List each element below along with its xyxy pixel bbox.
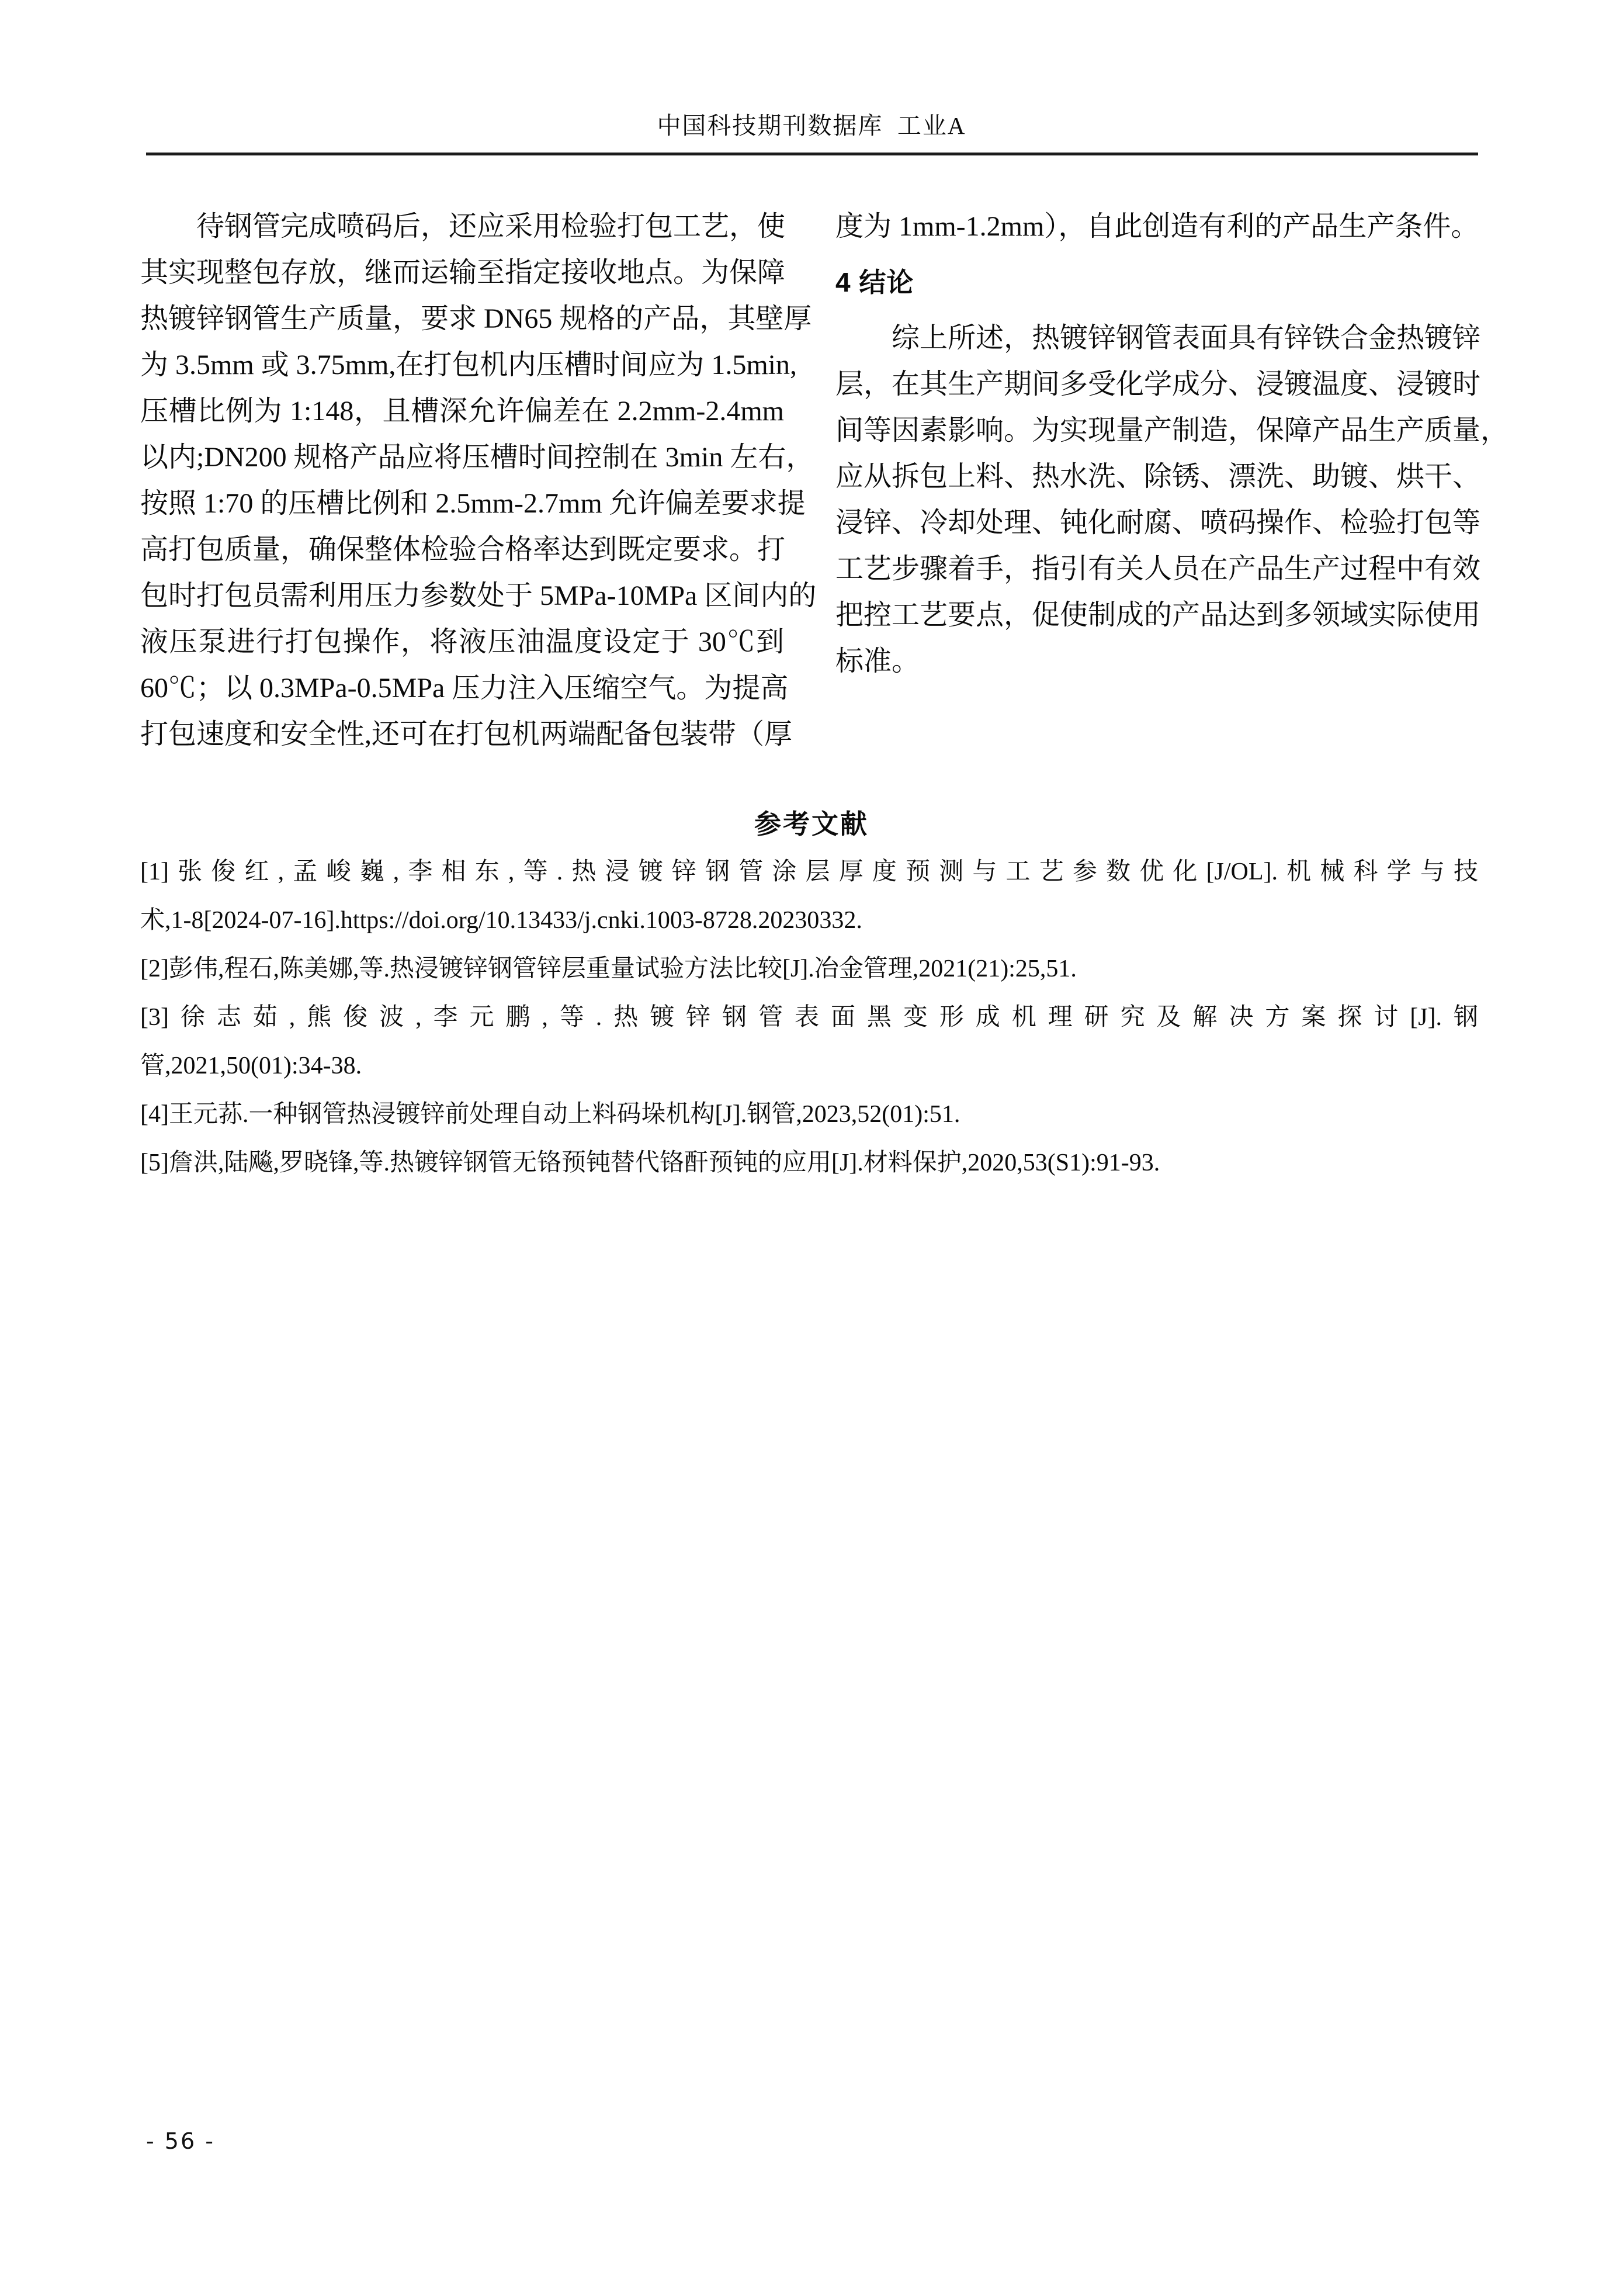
body-text-line: 60℃；以 0.3MPa-0.5MPa 压力注入压缩空气。为提高 (140, 673, 789, 704)
body-text-line: 其实现整包存放，继而运输至指定接收地点。为保障 (140, 257, 786, 288)
reference-line: 管,2021,50(01):34-38. (140, 1052, 362, 1079)
body-text-line: 工艺步骤着手，指引有关人员在产品生产过程中有效 (835, 553, 1481, 584)
body-text-line: 按照 1:70 的压槽比例和 2.5mm-2.7mm 允许偏差要求提 (140, 488, 806, 519)
body-text-line: 以内;DN200 规格产品应将压槽时间控制在 3min 左右， (140, 442, 814, 473)
body-text-line: 液压泵进行打包操作，将液压油温度设定于 30℃到 (140, 626, 784, 657)
body-text-line: 热镀锌钢管生产质量，要求 DN65 规格的产品，其壁厚 (140, 303, 812, 334)
reference-line: [2]彭伟,程石,陈美娜,等.热浸镀锌钢管锌层重量试验方法比较[J].冶金管理,2021(21):25,51. (140, 955, 1077, 982)
reference-line: 术,1-8[2024-07-16].https://doi.org/10.13433/j.cnki.1003-8728.20230332. (140, 907, 862, 934)
references-list (140, 848, 1478, 1187)
journal-header: 中国科技期刊数据库 工业A (657, 112, 966, 139)
left-column (140, 203, 817, 757)
right-column-continuation (835, 203, 1479, 250)
body-text-line: 压槽比例为 1:148，且槽深允许偏差在 2.2mm-2.4mm (140, 396, 784, 427)
body-text-line: 浸锌、冷却处理、钝化耐腐、喷码操作、检验打包等 (835, 507, 1481, 538)
reference-line: [1]张俊红,孟峻巍,李相东,等.热浸镀锌钢管涂层厚度预测与工艺参数优化[J/OL].机械科学与技 (140, 858, 1478, 885)
conclusion-section-heading: 4 结论 (835, 267, 914, 297)
body-text-line: 间等因素影响。为实现量产制造，保障产品生产质量， (835, 415, 1509, 446)
reference-line: [3]徐志茹,熊俊波,李元鹏,等.热镀锌钢管表面黑变形成机理研究及解决方案探讨[J].钢 (140, 1004, 1478, 1031)
page-number: - 56 - (146, 2128, 215, 2154)
body-text-line: 层，在其生产期间多受化学成分、浸镀温度、浸镀时 (835, 369, 1481, 400)
right-column (835, 203, 1509, 684)
body-text-line: 标准。 (835, 646, 920, 677)
body-text-line: 把控工艺要点，促使制成的产品达到多领域实际使用 (835, 600, 1481, 631)
references-heading: 参考文献 (754, 809, 869, 839)
body-text-line: 应从拆包上料、热水洗、除锈、漂洗、助镀、烘干、 (835, 461, 1481, 492)
body-text-line: 高打包质量，确保整体检验合格率达到既定要求。打 (140, 534, 786, 565)
reference-line: [4]王元荪.一种钢管热浸镀锌前处理自动上料码垛机构[J].钢管,2023,52(01):51. (140, 1101, 960, 1128)
conclusion-paragraph (835, 315, 1509, 684)
body-text-line: 待钢管完成喷码后，还应采用检验打包工艺，使 (196, 211, 786, 242)
left-column-lines (140, 203, 817, 757)
body-text-line: 为 3.5mm 或 3.75mm,在打包机内压槽时间应为 1.5min, (140, 349, 797, 380)
body-text-line: 度为 1mm-1.2mm），自此创造有利的产品生产条件。 (835, 211, 1479, 242)
body-text-line: 综上所述，热镀锌钢管表面具有锌铁合金热镀锌 (892, 323, 1481, 354)
header-rule (146, 153, 1478, 155)
reference-line: [5]詹洪,陆飚,罗晓锋,等.热镀锌钢管无铬预钝替代铬酐预钝的应用[J].材料保护,2020,53(S1):91-93. (140, 1149, 1160, 1176)
body-text-line: 包时打包员需利用压力参数处于 5MPa-10MPa 区间内的 (140, 580, 817, 611)
body-text-line: 打包速度和安全性,还可在打包机两端配备包装带（厚 (140, 719, 793, 750)
